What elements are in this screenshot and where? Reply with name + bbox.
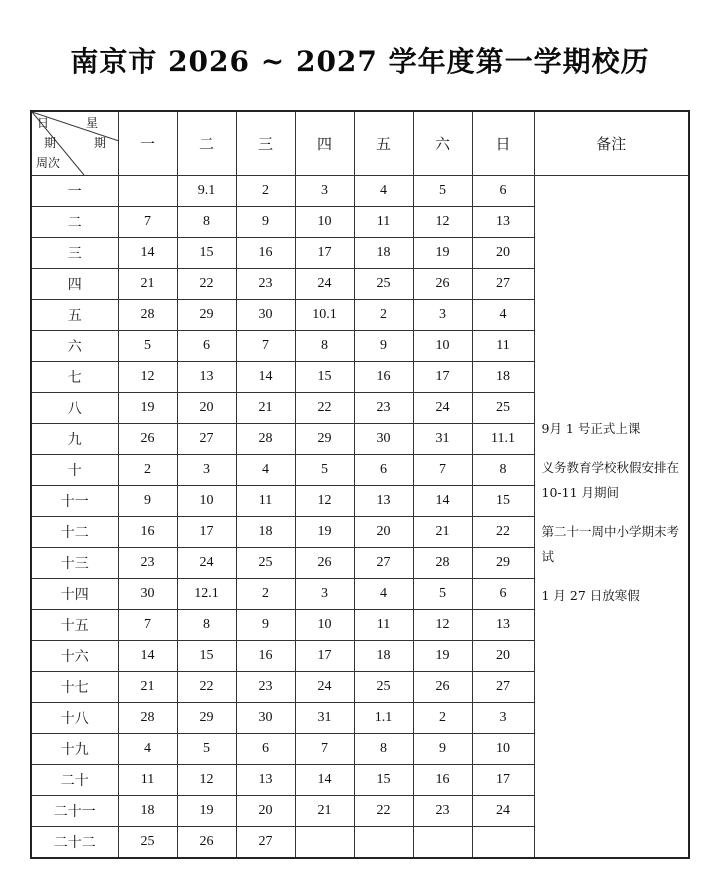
corner-header-cell bbox=[31, 111, 118, 176]
date-cell: 18 bbox=[236, 517, 295, 548]
date-cell: 24 bbox=[472, 796, 534, 827]
date-cell: 21 bbox=[413, 517, 472, 548]
corner-label-ri: 日 bbox=[37, 116, 50, 130]
date-cell: 24 bbox=[177, 548, 236, 579]
date-cell: 6 bbox=[472, 579, 534, 610]
date-cell: 19 bbox=[177, 796, 236, 827]
date-cell: 2 bbox=[236, 579, 295, 610]
date-cell: 29 bbox=[472, 548, 534, 579]
week-number-cell: 一 bbox=[31, 176, 118, 207]
date-cell: 25 bbox=[354, 672, 413, 703]
date-cell: 14 bbox=[413, 486, 472, 517]
date-cell: 12.1 bbox=[177, 579, 236, 610]
date-cell: 21 bbox=[295, 796, 354, 827]
date-cell: 16 bbox=[354, 362, 413, 393]
week-number-cell: 十 bbox=[31, 455, 118, 486]
week-number-cell: 二十一 bbox=[31, 796, 118, 827]
week-number-cell: 十七 bbox=[31, 672, 118, 703]
date-cell: 9 bbox=[236, 610, 295, 641]
date-cell: 6 bbox=[354, 455, 413, 486]
date-cell: 17 bbox=[177, 517, 236, 548]
notes-cell bbox=[534, 176, 689, 859]
week-number-cell: 十四 bbox=[31, 579, 118, 610]
date-cell: 14 bbox=[118, 238, 177, 269]
date-cell: 12 bbox=[413, 207, 472, 238]
date-cell: 4 bbox=[236, 455, 295, 486]
date-cell: 11 bbox=[472, 331, 534, 362]
date-cell: 16 bbox=[236, 641, 295, 672]
date-cell: 9 bbox=[354, 331, 413, 362]
date-cell: 22 bbox=[472, 517, 534, 548]
date-cell: 11.1 bbox=[472, 424, 534, 455]
date-cell: 13 bbox=[177, 362, 236, 393]
date-cell: 25 bbox=[118, 827, 177, 859]
date-cell: 13 bbox=[472, 610, 534, 641]
date-cell: 18 bbox=[472, 362, 534, 393]
date-cell: 26 bbox=[413, 672, 472, 703]
date-cell: 10.1 bbox=[295, 300, 354, 331]
date-cell: 23 bbox=[236, 269, 295, 300]
date-cell: 27 bbox=[177, 424, 236, 455]
date-cell: 21 bbox=[118, 269, 177, 300]
date-cell: 4 bbox=[472, 300, 534, 331]
date-cell: 12 bbox=[177, 765, 236, 796]
date-cell: 28 bbox=[118, 703, 177, 734]
date-cell: 6 bbox=[177, 331, 236, 362]
date-cell: 12 bbox=[118, 362, 177, 393]
date-cell: 7 bbox=[295, 734, 354, 765]
date-cell: 21 bbox=[236, 393, 295, 424]
date-cell: 17 bbox=[413, 362, 472, 393]
date-cell: 8 bbox=[177, 207, 236, 238]
date-cell: 17 bbox=[295, 641, 354, 672]
date-cell: 26 bbox=[413, 269, 472, 300]
note-item: 义务教育学校秋假安排在 10-11 月期间 bbox=[541, 460, 680, 500]
date-cell: 10 bbox=[295, 610, 354, 641]
date-cell: 18 bbox=[354, 641, 413, 672]
date-cell: 31 bbox=[413, 424, 472, 455]
date-cell: 20 bbox=[472, 238, 534, 269]
date-cell: 17 bbox=[472, 765, 534, 796]
date-cell: 27 bbox=[472, 269, 534, 300]
date-cell: 30 bbox=[236, 300, 295, 331]
date-cell: 4 bbox=[354, 579, 413, 610]
date-cell: 8 bbox=[472, 455, 534, 486]
date-cell: 7 bbox=[413, 455, 472, 486]
date-cell: 7 bbox=[118, 207, 177, 238]
header-row bbox=[31, 111, 689, 176]
weekday-header: 六 bbox=[413, 111, 472, 176]
date-cell: 21 bbox=[118, 672, 177, 703]
date-cell: 9 bbox=[413, 734, 472, 765]
date-cell bbox=[472, 827, 534, 859]
page-title: 南京市 2026 ~ 2027 学年度第一学期校历 bbox=[70, 45, 650, 78]
week-number-cell: 二十 bbox=[31, 765, 118, 796]
date-cell: 9 bbox=[236, 207, 295, 238]
date-cell: 9.1 bbox=[177, 176, 236, 207]
date-cell: 17 bbox=[295, 238, 354, 269]
week-number-cell: 二十二 bbox=[31, 827, 118, 859]
notes-header: 备注 bbox=[534, 111, 689, 176]
date-cell: 19 bbox=[413, 641, 472, 672]
date-cell: 6 bbox=[472, 176, 534, 207]
date-cell: 18 bbox=[118, 796, 177, 827]
date-cell: 3 bbox=[413, 300, 472, 331]
date-cell: 22 bbox=[295, 393, 354, 424]
date-cell: 20 bbox=[472, 641, 534, 672]
date-cell: 5 bbox=[118, 331, 177, 362]
weekday-header: 三 bbox=[236, 111, 295, 176]
week-number-cell: 十二 bbox=[31, 517, 118, 548]
date-cell: 13 bbox=[472, 207, 534, 238]
date-cell: 24 bbox=[295, 672, 354, 703]
date-cell: 15 bbox=[472, 486, 534, 517]
date-cell: 11 bbox=[354, 610, 413, 641]
date-cell: 3 bbox=[295, 176, 354, 207]
date-cell: 23 bbox=[236, 672, 295, 703]
notes-list bbox=[542, 416, 682, 622]
date-cell: 10 bbox=[472, 734, 534, 765]
week-number-cell: 二 bbox=[31, 207, 118, 238]
date-cell: 6 bbox=[236, 734, 295, 765]
date-cell: 24 bbox=[295, 269, 354, 300]
date-cell: 5 bbox=[413, 176, 472, 207]
date-cell: 27 bbox=[354, 548, 413, 579]
note-item: 1 月 27 日放寒假 bbox=[541, 588, 640, 603]
date-cell: 30 bbox=[236, 703, 295, 734]
date-cell: 16 bbox=[118, 517, 177, 548]
date-cell: 2 bbox=[354, 300, 413, 331]
table-row bbox=[31, 176, 689, 207]
date-cell: 2 bbox=[236, 176, 295, 207]
date-cell: 10 bbox=[295, 207, 354, 238]
date-cell: 5 bbox=[295, 455, 354, 486]
date-cell: 8 bbox=[177, 610, 236, 641]
week-number-cell: 十三 bbox=[31, 548, 118, 579]
date-cell: 26 bbox=[177, 827, 236, 859]
date-cell: 1.1 bbox=[354, 703, 413, 734]
week-number-cell: 十五 bbox=[31, 610, 118, 641]
weekday-header: 日 bbox=[472, 111, 534, 176]
date-cell: 7 bbox=[236, 331, 295, 362]
date-cell: 15 bbox=[354, 765, 413, 796]
date-cell: 25 bbox=[472, 393, 534, 424]
date-cell: 13 bbox=[236, 765, 295, 796]
date-cell bbox=[413, 827, 472, 859]
date-cell: 14 bbox=[236, 362, 295, 393]
date-cell: 30 bbox=[354, 424, 413, 455]
note-item: 第二十一周中小学期末考试 bbox=[541, 524, 680, 564]
date-cell: 16 bbox=[413, 765, 472, 796]
corner-label-zhouci: 周次 bbox=[36, 156, 61, 170]
date-cell: 5 bbox=[177, 734, 236, 765]
date-cell: 26 bbox=[118, 424, 177, 455]
week-number-cell: 十一 bbox=[31, 486, 118, 517]
date-cell: 12 bbox=[413, 610, 472, 641]
date-cell: 8 bbox=[295, 331, 354, 362]
date-cell: 3 bbox=[177, 455, 236, 486]
week-number-cell: 十八 bbox=[31, 703, 118, 734]
date-cell: 24 bbox=[413, 393, 472, 424]
date-cell: 22 bbox=[177, 269, 236, 300]
date-cell: 31 bbox=[295, 703, 354, 734]
date-cell: 28 bbox=[236, 424, 295, 455]
date-cell: 11 bbox=[118, 765, 177, 796]
week-number-cell: 四 bbox=[31, 269, 118, 300]
date-cell: 16 bbox=[236, 238, 295, 269]
date-cell: 23 bbox=[413, 796, 472, 827]
date-cell: 12 bbox=[295, 486, 354, 517]
date-cell: 27 bbox=[472, 672, 534, 703]
date-cell: 30 bbox=[118, 579, 177, 610]
date-cell: 4 bbox=[118, 734, 177, 765]
week-number-cell: 三 bbox=[31, 238, 118, 269]
weekday-header: 二 bbox=[177, 111, 236, 176]
week-number-cell: 十九 bbox=[31, 734, 118, 765]
date-cell: 15 bbox=[295, 362, 354, 393]
date-cell: 25 bbox=[236, 548, 295, 579]
date-cell: 20 bbox=[177, 393, 236, 424]
date-cell: 28 bbox=[118, 300, 177, 331]
date-cell: 11 bbox=[236, 486, 295, 517]
weekday-header: 四 bbox=[295, 111, 354, 176]
date-cell: 4 bbox=[354, 176, 413, 207]
date-cell bbox=[118, 176, 177, 207]
date-cell: 19 bbox=[118, 393, 177, 424]
week-number-cell: 八 bbox=[31, 393, 118, 424]
date-cell: 9 bbox=[118, 486, 177, 517]
date-cell: 19 bbox=[295, 517, 354, 548]
date-cell bbox=[295, 827, 354, 859]
date-cell: 22 bbox=[177, 672, 236, 703]
date-cell: 10 bbox=[413, 331, 472, 362]
date-cell bbox=[354, 827, 413, 859]
date-cell: 2 bbox=[118, 455, 177, 486]
date-cell: 26 bbox=[295, 548, 354, 579]
date-cell: 18 bbox=[354, 238, 413, 269]
date-cell: 29 bbox=[177, 703, 236, 734]
weekday-header: 五 bbox=[354, 111, 413, 176]
date-cell: 27 bbox=[236, 827, 295, 859]
week-number-cell: 九 bbox=[31, 424, 118, 455]
note-item: 9月 1 号正式上课 bbox=[541, 421, 641, 436]
school-calendar-table bbox=[30, 110, 690, 859]
date-cell: 14 bbox=[118, 641, 177, 672]
date-cell: 5 bbox=[413, 579, 472, 610]
date-cell: 11 bbox=[354, 207, 413, 238]
date-cell: 2 bbox=[413, 703, 472, 734]
date-cell: 25 bbox=[354, 269, 413, 300]
date-cell: 23 bbox=[118, 548, 177, 579]
week-number-cell: 五 bbox=[31, 300, 118, 331]
date-cell: 19 bbox=[413, 238, 472, 269]
corner-label-qi-left: 期 bbox=[44, 136, 57, 150]
week-number-cell: 七 bbox=[31, 362, 118, 393]
corner-label-xing: 星 bbox=[86, 116, 99, 130]
week-number-cell: 十六 bbox=[31, 641, 118, 672]
date-cell: 15 bbox=[177, 238, 236, 269]
date-cell: 10 bbox=[177, 486, 236, 517]
date-cell: 14 bbox=[295, 765, 354, 796]
date-cell: 3 bbox=[295, 579, 354, 610]
date-cell: 15 bbox=[177, 641, 236, 672]
week-number-cell: 六 bbox=[31, 331, 118, 362]
date-cell: 20 bbox=[354, 517, 413, 548]
date-cell: 23 bbox=[354, 393, 413, 424]
date-cell: 22 bbox=[354, 796, 413, 827]
date-cell: 28 bbox=[413, 548, 472, 579]
date-cell: 20 bbox=[236, 796, 295, 827]
date-cell: 29 bbox=[295, 424, 354, 455]
date-cell: 7 bbox=[118, 610, 177, 641]
date-cell: 29 bbox=[177, 300, 236, 331]
weekday-header: 一 bbox=[118, 111, 177, 176]
date-cell: 13 bbox=[354, 486, 413, 517]
date-cell: 8 bbox=[354, 734, 413, 765]
corner-label-qi-right: 期 bbox=[94, 136, 107, 150]
date-cell: 3 bbox=[472, 703, 534, 734]
